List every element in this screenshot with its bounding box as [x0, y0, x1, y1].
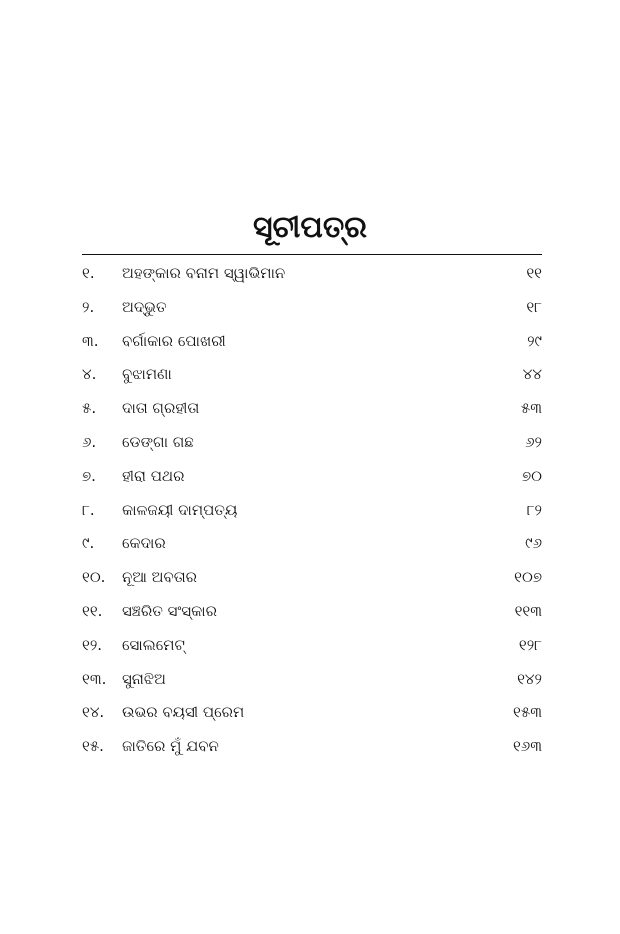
entry-number: ୧୪. [82, 703, 105, 722]
entry-page: ୧୮ [526, 297, 542, 316]
entry-page: ୧୫୩ [513, 703, 542, 722]
entry-title: ସୁନାଝିଅ [122, 669, 166, 688]
entry-number: ୪. [82, 365, 97, 384]
entry-number: ୧୩. [82, 669, 107, 688]
entry-page: ୫୩ [520, 399, 542, 418]
entry-title: କେଦାର [122, 534, 166, 553]
entry-page: ୯୬ [525, 534, 542, 553]
entry-title: ଦାତା ଗ୍ରହୀତା [122, 399, 200, 418]
entry-number: ୩. [82, 331, 99, 350]
entry-title: ବର୍ଗାକାର ପୋଖରୀ [122, 331, 226, 350]
toc-entry[interactable] [82, 325, 542, 359]
entry-title: ଜାତିରେ ମୁଁ ଯବନ [122, 737, 219, 756]
toc-entry[interactable] [82, 460, 542, 494]
entry-title: ବୁଝାମଣା [122, 365, 172, 384]
toc-entry[interactable] [82, 494, 542, 528]
toc-entry[interactable] [82, 426, 542, 460]
toc-entry[interactable] [82, 257, 542, 291]
entry-page: ୧୧ [526, 264, 542, 282]
entry-title: ସଞ୍ଚରିତ ସଂସ୍କାର [122, 601, 217, 620]
entry-title: ହୀରା ପଥର [122, 466, 185, 485]
entry-number: ୧. [82, 264, 95, 282]
entry-number: ୮. [82, 500, 95, 519]
title-divider [82, 254, 542, 255]
entry-page: ୧୧୩ [514, 601, 542, 620]
entry-title: ଅହଙ୍କାର ବନାମ ସ୍ୱାଭିମାନ [122, 264, 286, 282]
entry-title: ଅଦ୍‌ଭୁତ [122, 297, 167, 316]
toc-entry[interactable] [82, 629, 542, 663]
toc-entry[interactable] [82, 527, 542, 561]
entry-page: ୧୦୭ [514, 568, 542, 587]
entry-page: ୨୯ [527, 331, 542, 350]
entry-title: ଉଭର ବୟସୀ ପ୍ରେମ [122, 703, 245, 722]
entry-number: ୨. [82, 297, 95, 316]
entry-page: ୧୬୩ [512, 737, 542, 756]
toc-entry[interactable] [82, 561, 542, 595]
entry-number: ୧୨. [82, 635, 103, 654]
entry-title: କାଳଜୟୀ ଦାମ୍ପତ୍ୟ [122, 500, 238, 519]
entry-number: ୧୧. [82, 601, 103, 620]
entry-page: ୪୪ [522, 365, 542, 384]
entry-page: ୧୨୮ [518, 635, 542, 654]
page-title: ସୂଚୀପତ୍ର [253, 210, 367, 245]
toc-entry[interactable] [82, 663, 542, 697]
entry-number: ୫. [82, 399, 97, 418]
toc-entry[interactable] [82, 696, 542, 730]
entry-page: ୧୪୨ [517, 669, 542, 688]
toc-entry[interactable] [82, 730, 542, 764]
toc-entry[interactable] [82, 291, 542, 325]
entry-page: ୬୨ [525, 432, 542, 451]
entry-number: ୧୫. [82, 737, 104, 756]
table-of-contents [82, 257, 542, 764]
entry-title: ସୋଲମେଟ୍ [122, 635, 185, 654]
entry-number: ୬. [82, 432, 97, 451]
entry-number: ୭. [82, 466, 96, 485]
entry-title: ଡେଙ୍ଗା ଗଛ [122, 432, 194, 451]
toc-entry[interactable] [82, 392, 542, 426]
entry-number: ୯. [82, 534, 95, 553]
entry-page: ୭୦ [521, 466, 542, 485]
entry-number: ୧୦. [82, 568, 106, 587]
toc-entry[interactable] [82, 595, 542, 629]
entry-title: ନୂଆ ଅବତାର [122, 568, 197, 587]
toc-entry[interactable] [82, 358, 542, 392]
entry-page: ୮୨ [526, 500, 542, 519]
